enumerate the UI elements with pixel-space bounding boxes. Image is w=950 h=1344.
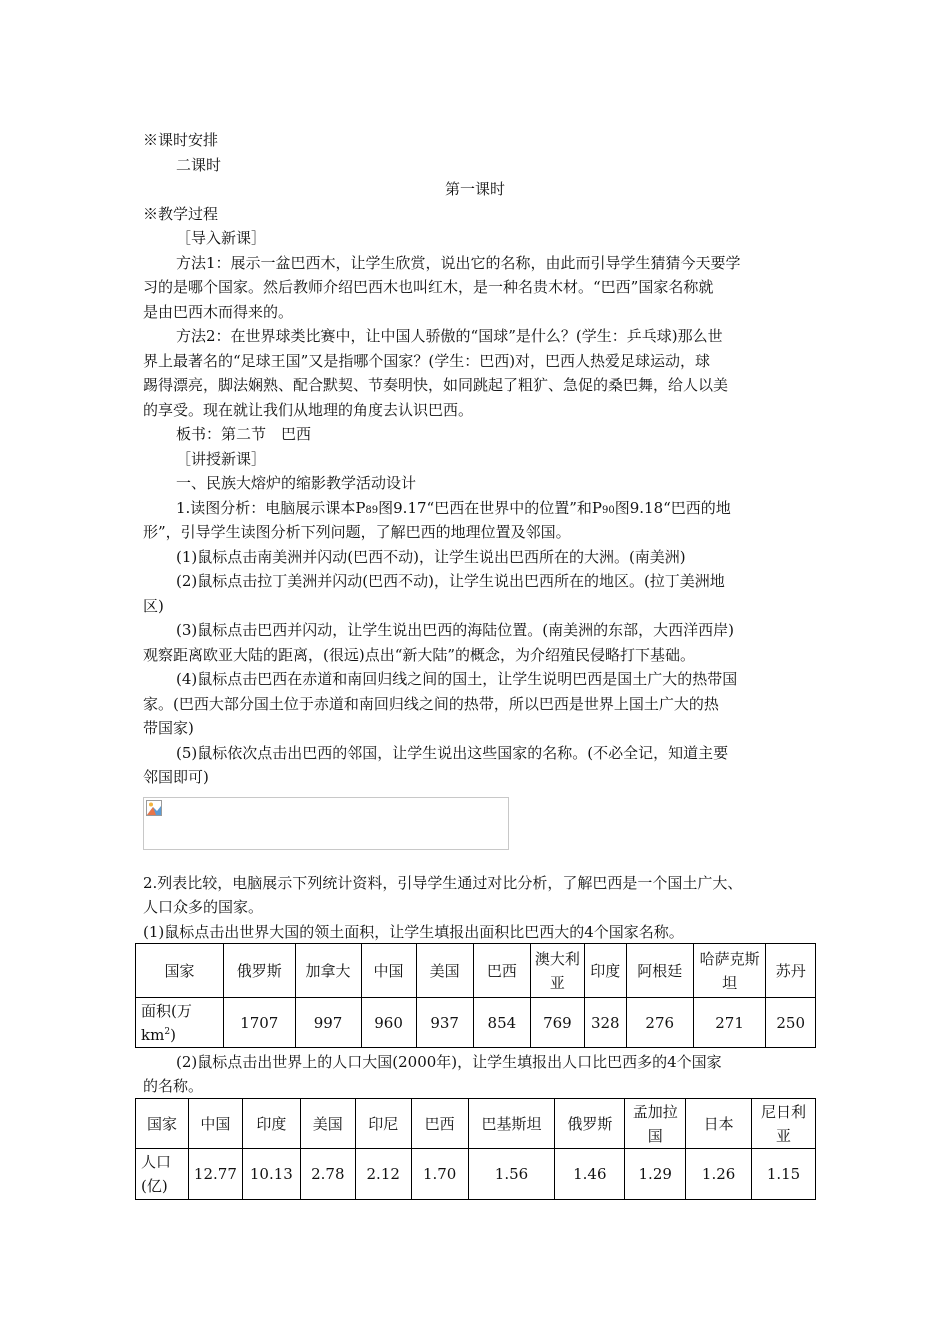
method2-line: 的享受。现在就让我们从地理的角度去认识巴西。 (143, 401, 474, 419)
population-country: 美国 (300, 1099, 355, 1149)
method1-line: 习的是哪个国家。然后教师介绍巴西木也叫红木，是一种名贵木材。“巴西”国家名称就 (143, 278, 714, 296)
population-value: 12.77 (188, 1149, 242, 1200)
intro-tag: ［导入新课］ (176, 229, 267, 247)
method2-line: 方法2：在世界球类比赛中，让中国人骄傲的“国球”是什么？(学生：乒乓球)那么世 (176, 327, 723, 345)
area-row-label: 面积(万 $km^2$) (136, 998, 224, 1048)
activity2-q2: (2)鼠标点击出世界上的人口大国(2000年)，让学生填报出人口比巴西多的4个国家 (176, 1053, 722, 1071)
board-text: 板书：第二节 巴西 (176, 425, 312, 443)
population-value: 2.78 (300, 1149, 355, 1200)
schedule-heading: ※课时安排 (143, 131, 219, 149)
method2-line: 界上最著名的“足球王国”又是指哪个国家？(学生：巴西)对，巴西人热爱足球运动，球 (143, 352, 711, 370)
area-header-row (136, 944, 816, 998)
activity1-line1: 1.读图分析：电脑展示课本P89图9.17“巴西在世界中的位置”和P90图9.18“巴西的地 (176, 499, 731, 517)
population-value: 1.15 (752, 1149, 816, 1200)
area-country: 加拿大 (295, 944, 361, 998)
area-country: 巴西 (473, 944, 530, 998)
activity1-item4: 带国家) (143, 719, 194, 737)
population-country: 日本 (686, 1099, 752, 1149)
process-heading: ※教学过程 (143, 205, 219, 223)
population-value: 1.56 (468, 1149, 555, 1200)
area-table (135, 943, 816, 1048)
area-value: 271 (693, 998, 766, 1048)
area-value-row (136, 998, 816, 1048)
method1-line: 是由巴西木而得来的。 (143, 303, 294, 321)
population-table (135, 1098, 816, 1200)
area-country: 美国 (416, 944, 473, 998)
population-header-row (136, 1099, 816, 1149)
population-value: 1.70 (411, 1149, 468, 1200)
area-country: 苏丹 (766, 944, 816, 998)
activity1-item2: 区) (143, 597, 164, 615)
activity1-item5: (5)鼠标依次点击出巴西的邻国，让学生说出这些国家的名称。(不必全记，知道主要 (176, 744, 729, 762)
population-country: 孟加拉国 (625, 1099, 686, 1149)
population-header-label: 国家 (136, 1099, 189, 1149)
population-value: 2.12 (355, 1149, 411, 1200)
method1-line: 方法1：展示一盆巴西木，让学生欣赏，说出它的名称，由此而引导学生猜猜今天要学 (176, 254, 741, 272)
area-value: 328 (584, 998, 626, 1048)
activity1-item4: 家。(巴西大部分国土位于赤道和南回归线之间的热带，所以巴西是世界上国土广大的热 (143, 695, 719, 713)
population-country: 俄罗斯 (555, 1099, 625, 1149)
area-value: 960 (361, 998, 416, 1048)
area-value: 854 (473, 998, 530, 1048)
activity2-q1: (1)鼠标点击出世界大国的领土面积，让学生填报出面积比巴西大的4个国家名称。 (143, 923, 684, 941)
population-country: 巴基斯坦 (468, 1099, 555, 1149)
activity1-line2: 形”，引导学生读图分析下列问题，了解巴西的地理位置及邻国。 (143, 523, 571, 541)
area-value: 997 (295, 998, 361, 1048)
area-value: 769 (530, 998, 584, 1048)
area-value: 276 (626, 998, 693, 1048)
area-country: 阿根廷 (626, 944, 693, 998)
area-value: 937 (416, 998, 473, 1048)
activity1-item1: (1)鼠标点击南美洲并闪动(巴西不动)，让学生说出巴西所在的大洲。(南美洲) (176, 548, 686, 566)
population-value: 10.13 (242, 1149, 300, 1200)
population-country: 印度 (242, 1099, 300, 1149)
broken-image-icon (146, 800, 162, 816)
activity1-item5: 邻国即可) (143, 768, 209, 786)
lesson-title: 第一课时 (444, 180, 505, 198)
area-header-label: 国家 (136, 944, 224, 998)
population-country: 印尼 (355, 1099, 411, 1149)
area-value: 250 (766, 998, 816, 1048)
population-country: 巴西 (411, 1099, 468, 1149)
activity1-item3: (3)鼠标点击巴西并闪动，让学生说出巴西的海陆位置。(南美洲的东部，大西洋西岸) (176, 621, 734, 639)
population-value: 1.26 (686, 1149, 752, 1200)
activity2-intro: 人口众多的国家。 (143, 898, 264, 916)
population-country: 尼日利亚 (752, 1099, 816, 1149)
population-country: 中国 (188, 1099, 242, 1149)
section1-heading: 一、民族大熔炉的缩影教学活动设计 (176, 474, 417, 492)
population-row-label: 人口(亿) (136, 1149, 189, 1200)
area-country: 俄罗斯 (224, 944, 296, 998)
area-value: 1707 (224, 998, 296, 1048)
activity2-intro: 2.列表比较，电脑展示下列统计资料，引导学生通过对比分析，了解巴西是一个国土广大、 (143, 874, 743, 892)
image-placeholder (143, 797, 509, 850)
population-value: 1.29 (625, 1149, 686, 1200)
area-country: 中国 (361, 944, 416, 998)
population-value: 1.46 (555, 1149, 625, 1200)
method2-line: 踢得漂亮，脚法娴熟、配合默契、节奏明快，如同跳起了粗犷、急促的桑巴舞，给人以美 (143, 376, 729, 394)
area-country: 哈萨克斯坦 (693, 944, 766, 998)
population-value-row (136, 1149, 816, 1200)
new-lesson-tag: ［讲授新课］ (176, 450, 267, 468)
activity2-q2: 的名称。 (143, 1077, 204, 1095)
activity1-item3: 观察距离欧亚大陆的距离，(很远)点出“新大陆”的概念，为介绍殖民侵略打下基础。 (143, 646, 696, 664)
area-country: 澳大利亚 (530, 944, 584, 998)
activity1-item2: (2)鼠标点击拉丁美洲并闪动(巴西不动)，让学生说出巴西所在的地区。(拉丁美洲地 (176, 572, 725, 590)
activity1-item4: (4)鼠标点击巴西在赤道和南回归线之间的国土，让学生说明巴西是国土广大的热带国 (176, 670, 738, 688)
schedule-periods: 二课时 (176, 156, 222, 174)
area-country: 印度 (584, 944, 626, 998)
